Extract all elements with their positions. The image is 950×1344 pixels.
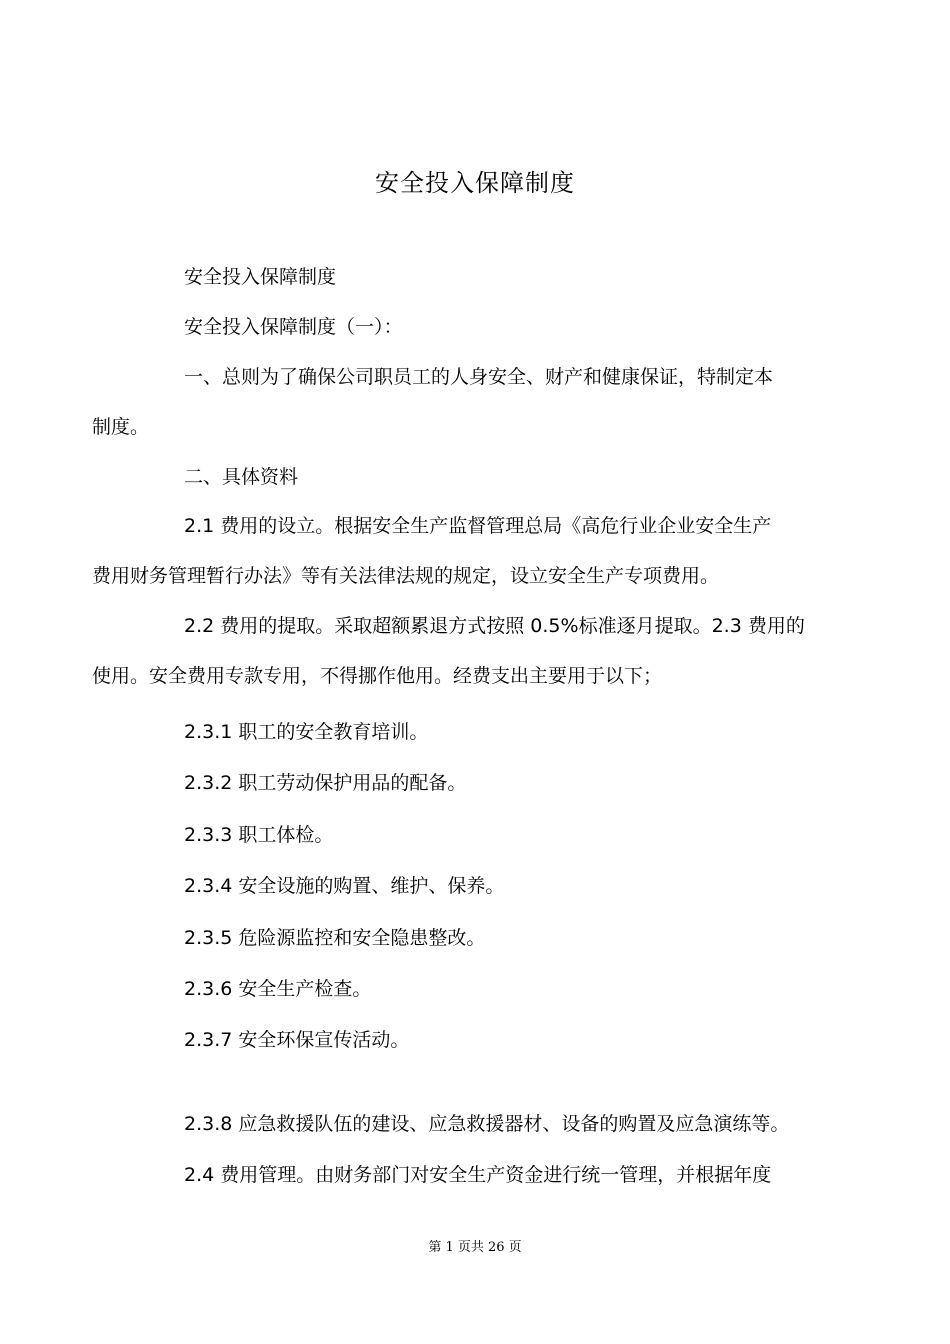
paragraph-line: 安全投入保障制度（一）： (184, 316, 403, 338)
paragraph (138, 758, 818, 808)
paragraph-line: 2.3.1 职工的安全教育培训。 (184, 721, 429, 743)
paragraph (138, 1099, 818, 1149)
paragraph-line: 制度。 (92, 416, 150, 438)
paragraph (138, 1015, 818, 1065)
paragraph-line: 2.4 费用管理。由财务部门对安全生产资金进行统一管理，并根据年度 (184, 1164, 772, 1186)
paragraph (138, 1150, 818, 1200)
document-title: 安全投入保障制度 (375, 169, 575, 197)
paragraph (92, 501, 818, 601)
paragraph-line: 2.3.6 安全生产检查。 (184, 978, 372, 1000)
paragraph-line: 2.3.2 职工劳动保护用品的配备。 (184, 772, 467, 794)
paragraph-line: 二、具体资料 (184, 466, 299, 488)
paragraph-line: 2.3.4 安全设施的购置、维护、保养。 (184, 875, 505, 897)
paragraph (138, 810, 818, 860)
paragraph (138, 913, 818, 963)
paragraph-line: 2.3.3 职工体检。 (184, 824, 334, 846)
paragraph-line: 2.3.7 安全环保宣传活动。 (184, 1029, 410, 1051)
paragraph-line: 2.1 费用的设立。根据安全生产监督管理总局《高危行业企业安全生产 (184, 515, 772, 537)
paragraph-line: 安全投入保障制度 (184, 266, 337, 288)
paragraph (92, 601, 818, 701)
page-number-footer: 第 1 页共 26 页 (428, 1240, 522, 1255)
paragraph-line: 费用财务管理暂行办法》等有关法律法规的规定，设立安全生产专项费用。 (92, 565, 720, 587)
paragraph (138, 964, 818, 1014)
paragraph (138, 302, 818, 352)
paragraph (138, 252, 818, 302)
paragraph-line: 2.3.8 应急救援队伍的建设、应急救援器材、设备的购置及应急演练等。 (184, 1113, 790, 1135)
paragraph (138, 452, 818, 502)
paragraph-line: 2.3.5 危险源监控和安全隐患整改。 (184, 927, 486, 949)
paragraph-line: 2.2 费用的提取。采取超额累退方式按照 0.5%标准逐月提取。2.3 费用的 (184, 615, 805, 637)
paragraph-line: 一、总则为了确保公司职员工的人身安全、财产和健康保证，特制定本 (184, 366, 774, 388)
paragraph (92, 352, 818, 452)
paragraph-line: 使用。安全费用专款专用，不得挪作他用。经费支出主要用于以下； (92, 665, 663, 687)
paragraph (138, 707, 818, 757)
paragraph (138, 861, 818, 911)
